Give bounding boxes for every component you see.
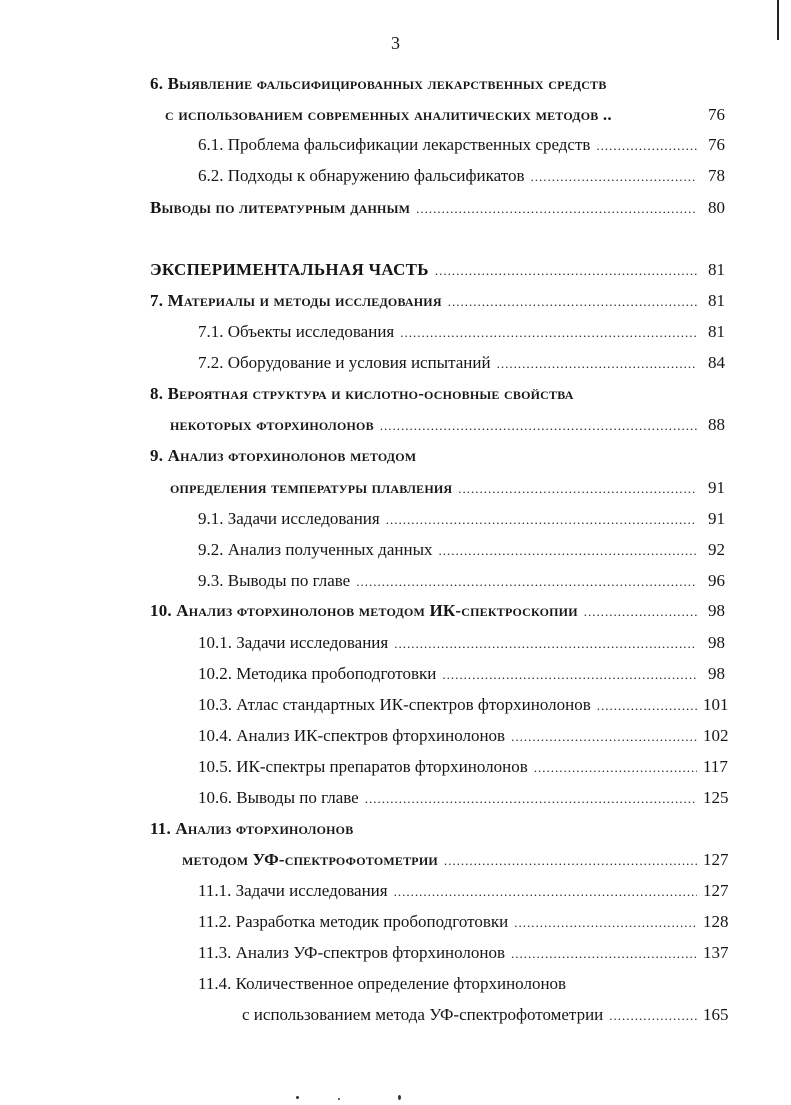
toc-entry-text: 11.3. Анализ УФ-спектров фторхинолонов (198, 943, 506, 962)
toc-entry-6-2 (198, 164, 725, 188)
leader-dots (530, 165, 697, 189)
toc-entry-text: 11.2. Разработка методик пробоподготовки (198, 912, 509, 931)
toc-entry-text: методом УФ-спектрофотометрии (182, 850, 438, 869)
toc-entry-9-line1 (150, 444, 416, 468)
toc-entry-text: 11.1. Задачи исследования (198, 881, 388, 900)
scan-speck (338, 1098, 340, 1100)
toc-page-number: 96 (708, 571, 725, 590)
toc-entry-10-2 (198, 662, 725, 686)
toc-entry-10-3 (198, 693, 729, 717)
scan-speck (398, 1095, 401, 1100)
toc-entry-8-line2 (170, 413, 725, 437)
toc-entry-7-2 (198, 351, 725, 375)
toc-page-number: 81 (708, 291, 725, 310)
toc-page-number: 84 (708, 353, 725, 372)
page-number: 3 (391, 33, 400, 53)
toc-entry-text: 9. Анализ фторхинолонов методом (150, 446, 417, 465)
toc-entry-text: 7.1. Объекты исследования (198, 322, 395, 341)
toc-entry-text: 10.6. Выводы по главе (198, 788, 359, 807)
leader-dots (400, 321, 697, 345)
toc-entry-text: 11. Анализ фторхинолонов (150, 819, 354, 838)
toc-page-number: 98 (708, 633, 725, 652)
toc-entry-text: 6. Выявление фальсифицированных лекарственных средств (150, 74, 607, 93)
toc-entry-10-1 (198, 631, 725, 655)
toc-entry-text: 6.1. Проблема фальсификации лекарственных средств (198, 135, 591, 154)
toc-entry-11-4-line1 (198, 972, 566, 996)
toc-page-number: 81 (708, 322, 725, 341)
toc-entry-text: 7.2. Оборудование и условия испытаний (198, 353, 491, 372)
toc-entry-text: 9.2. Анализ полученных данных (198, 540, 433, 559)
toc-entry-11-1 (198, 879, 729, 903)
scan-speck (296, 1096, 299, 1099)
toc-entry-text: 10.4. Анализ ИК-спектров фторхинолонов (198, 726, 506, 745)
toc-entry-9-3 (198, 569, 725, 593)
leader-dots (514, 911, 697, 935)
toc-page-number: 80 (708, 198, 725, 217)
toc-entry-11-2 (198, 910, 729, 934)
toc-entry-text: 10. Анализ фторхинолонов методом ИК-спектроскопии (150, 601, 578, 620)
toc-page-number: 127 (703, 850, 729, 869)
toc-entry-text: 6.2. Подходы к обнаружению фальсификатов (198, 166, 525, 185)
toc-page-number: 91 (708, 509, 725, 528)
toc-entry-11-3 (198, 941, 729, 965)
toc-page-number: 76 (708, 105, 725, 124)
toc-entry-text: некоторых фторхинолонов (170, 415, 374, 434)
toc-entry-9-line2 (170, 476, 725, 500)
leader-dots (380, 414, 697, 438)
toc-entry-6-line1 (150, 72, 607, 96)
leader-dots (365, 787, 697, 811)
leader-dots (497, 352, 697, 376)
toc-entry-10-5 (198, 755, 728, 779)
leader-dots (597, 694, 697, 718)
leader-dots (442, 663, 697, 687)
toc-page-number: 91 (708, 478, 725, 497)
toc-entry-text: определения температуры плавления (170, 478, 453, 497)
leader-dots (435, 259, 697, 283)
leader-dots (584, 600, 697, 624)
leader-dots (416, 197, 697, 221)
toc-entry-text: ЭКСПЕРИМЕНТАЛЬНАЯ ЧАСТЬ (150, 260, 429, 279)
toc-entry-6-line2 (165, 103, 725, 127)
toc-page-number: 117 (703, 757, 728, 776)
toc-entry-text: Выводы по литературным данным (150, 198, 411, 217)
toc-page-number: 81 (708, 260, 725, 279)
toc-entry-9-2 (198, 538, 725, 562)
toc-entry-8-line1 (150, 382, 574, 406)
leader-dots (511, 725, 697, 749)
toc-entry-text: 10.3. Атлас стандартных ИК-спектров фторхинолонов (198, 695, 591, 714)
toc-entry-text: 8. Вероятная структура и кислотно-основные свойства (150, 384, 574, 403)
toc-entry-10-6 (198, 786, 729, 810)
toc-page-number: 137 (703, 943, 729, 962)
toc-entry-text: с использованием современных аналитических методов .. (165, 105, 612, 124)
toc-entry-11-line2 (182, 848, 729, 872)
toc-page-number: 78 (708, 166, 725, 185)
toc-page-number: 101 (703, 695, 729, 714)
toc-entry-text: 11.4. Количественное определение фторхинолонов (198, 974, 567, 993)
toc-entry-11-4-line2 (242, 1003, 729, 1027)
toc-page-number: 88 (708, 415, 725, 434)
toc-entry-text: 7. Материалы и методы исследования (150, 291, 442, 310)
leader-dots (511, 942, 697, 966)
toc-entry-lit-conclusions (150, 196, 725, 220)
toc-entry-10 (150, 599, 725, 623)
toc-entry-experimental (150, 258, 725, 282)
toc-entry-7 (150, 289, 725, 313)
toc-page-number: 165 (703, 1005, 729, 1024)
toc-page-number: 92 (708, 540, 725, 559)
toc-entry-text: 9.1. Задачи исследования (198, 509, 380, 528)
toc-entry-text: с использованием метода УФ-спектрофотометрии (242, 1005, 604, 1024)
toc-page-number: 127 (703, 881, 729, 900)
leader-dots (534, 756, 697, 780)
toc-entry-text: 10.1. Задачи исследования (198, 633, 389, 652)
toc-page-number: 76 (708, 135, 725, 154)
leader-dots (386, 508, 697, 532)
toc-page-number: 98 (708, 601, 725, 620)
leader-dots (439, 539, 698, 563)
toc-entry-9-1 (198, 507, 725, 531)
toc-page-number: 98 (708, 664, 725, 683)
leader-dots (609, 1004, 697, 1028)
toc-entry-6-1 (198, 133, 725, 157)
leader-dots (596, 134, 697, 158)
leader-dots (394, 880, 697, 904)
leader-dots (444, 849, 697, 873)
toc-page-number: 128 (703, 912, 729, 931)
leader-dots (356, 570, 697, 594)
leader-dots (458, 477, 697, 501)
leader-dots (394, 632, 697, 656)
toc-entry-text: 10.2. Методика пробоподготовки (198, 664, 437, 683)
toc-entry-10-4 (198, 724, 729, 748)
toc-entry-text: 10.5. ИК-спектры препаратов фторхинолонов (198, 757, 528, 776)
leader-dots (448, 290, 697, 314)
toc-entry-11-line1 (150, 817, 353, 841)
toc-page-number: 125 (703, 788, 729, 807)
toc-page-number: 102 (703, 726, 729, 745)
toc-entry-text: 9.3. Выводы по главе (198, 571, 351, 590)
toc-entry-7-1 (198, 320, 725, 344)
